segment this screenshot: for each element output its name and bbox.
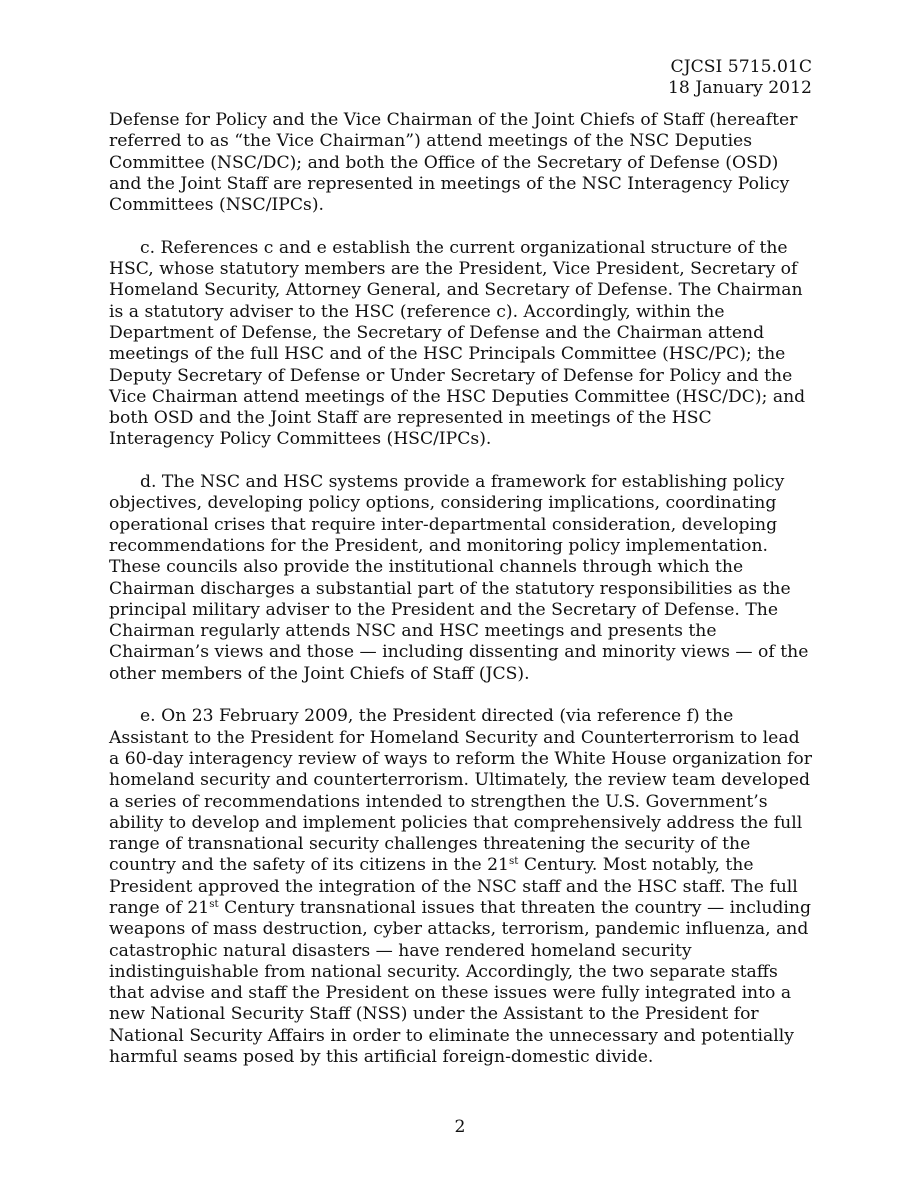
- paragraph-e-text-2: Century. Most notably, the President approved the integration of the NSC staff and the HSC staff. The full range of 21: [109, 855, 798, 918]
- document-date: 18 January 2012: [668, 78, 812, 99]
- paragraph-d: d. The NSC and HSC systems provide a framework for establishing policy objectives, developing policy options, considering implications, coordinating operational crises that require inter-departmental consideration, developing recommendations for the President, and monitoring policy implementation. These councils also provide the institutional channels through which the Chairman discharges a substantial part of the statutory responsibilities as the principal military adviser to the President and the Secretary of Defense. The Chairman regularly attends NSC and HSC meetings and presents the Chairman’s views and those — including dissenting and minority views — of the other members of the Joint Chiefs of Staff (JCS).: [109, 472, 809, 684]
- document-id: CJCSI 5715.01C: [670, 57, 812, 77]
- paragraph-c: c. References c and e establish the current organizational structure of the HSC, whose statutory members are the President, Vice President, Secretary of Homeland Security, Attorney General, and Secretary of Defense. The Chairman is a statutory adviser to the HSC (reference c). Accordingly, within the Department of Defense, the Secretary of Defense and the Chairman attend meetings of the full HSC and of the HSC Principals Committee (HSC/PC); the Deputy Secretary of Defense or Under Secretary of Defense for Policy and the Vice Chairman attend meetings of the HSC Deputies Committee (HSC/DC); and both OSD and the Joint Staff are represented in meetings of the HSC Interagency Policy Committees (HSC/IPCs).: [109, 237, 806, 450]
- page-number: 2: [454, 1117, 466, 1137]
- ordinal-suffix: st: [209, 897, 219, 910]
- document-header: [668, 57, 812, 100]
- paragraph-e-text-1: e. On 23 February 2009, the President directed (via reference f) the Assistant to the President for Homeland Security and Counterterrorism to lead a 60-day interagency review of ways to reform the White House organization for homeland security and counterterrorism. Ultimately, the review team developed a series of recommendations intended to strengthen the U.S. Government’s ability to develop and implement policies that comprehensively address the full range of transnational security challenges threatening the security of the country and the safety of its citizens in the 21: [109, 706, 812, 876]
- document-body: [109, 110, 814, 1090]
- paragraph-continuation: Defense for Policy and the Vice Chairman of the Joint Chiefs of Staff (hereafter referred to as “the Vice Chairman”) attend meetings of the NSC Deputies Committee (NSC/DC); and both the Office of the Secretary of Defense (OSD) and the Joint Staff are represented in meetings of the NSC Interagency Policy Committees (NSC/IPCs).: [109, 110, 798, 216]
- ordinal-suffix: st: [508, 855, 519, 868]
- paragraph-e-text-3: Century transnational issues that threaten the country — including weapons of mass destruction, cyber attacks, terrorism, pandemic influenza, and catastrophic natural disasters — have rendered homeland security indistinguishable from national security. Accordingly, the two separate staffs that advise and staff the President on these issues were fully integrated into a new National Security Staff (NSS) under the Assistant to the President for National Security Affairs in order to eliminate the unnecessary and potentially harmful seams posed by this artificial foreign-domestic divide.: [109, 897, 811, 1068]
- paragraph-e: [109, 706, 814, 1068]
